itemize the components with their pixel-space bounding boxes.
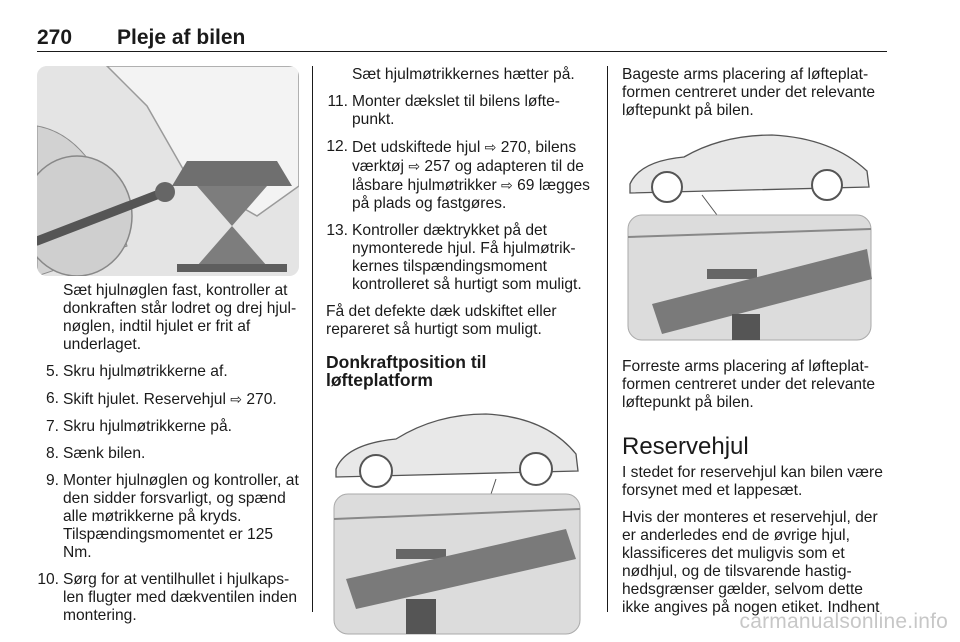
page-title: Pleje af bilen [117,26,246,49]
list-item: 7. Skru hjulmøtrikkerne på. [45,418,232,435]
front-lift-illustration [326,399,588,641]
ref-arrow-icon: ⇨ [408,158,421,174]
ref-arrow-icon: ⇨ [484,139,497,155]
ref-arrow-icon: ⇨ [501,177,513,193]
paragraph: Forreste arms placering af løfteplatformen centreret under det relevante løftepunkt på bilen. [622,358,876,411]
list-item: 12. Det udskiftede hjul ⇨ 270, bilens værktøj ⇨ 257 og adapteren til de låsbare hjulmøtrikker ⇨ 69 lægges på plads og fastgøres. [326,138,590,212]
list-item: 6. Skift hjulet. Reservehjul ⇨ 270. [45,390,277,408]
list-item: 13. Kontroller dæktrykket på det nymonterede hjul. Få hjulmøtrikkernes tilspændingsmoment kontrolleret så hurtigt som muligt. [326,222,582,293]
page-number: 270 [37,26,73,49]
column-divider [312,66,313,612]
paragraph: Hvis der monteres et reservehjul, der er anderledes end de øvrige hjul, klassificeres det muligvis som et nødhjul, og de tilsvarende hastighedsgrænser gælder, selvom dette ikke angives på nogen etiket. Indhent [622,509,880,616]
list-item: 5. Skru hjulmøtrikkerne af. [45,363,228,380]
list-item: 8. Sænk bilen. [45,445,146,462]
paragraph: Bageste arms placering af løfteplatformen centreret under det relevante løftepunkt på bilen. [622,66,876,119]
paragraph: I stedet for reservehjul kan bilen være forsynet med et lappesæt. [622,464,883,499]
paragraph: Få det defekte dæk udskiftet eller repareret så hurtigt som muligt. [326,303,557,338]
list-item: 11. Monter dækslet til bilens løftepunkt. [327,93,560,128]
jack-illustration [37,66,299,276]
rear-lift-illustration [622,129,877,344]
column-middle [326,66,594,641]
column-divider [607,66,608,612]
figure-caption: Sæt hjulnøglen fast, kontroller at donkraften står lodret og drej hjulnøglen, indtil hjulet er frit af underlaget. [63,282,297,353]
column-right [622,66,887,626]
step-intro: Sæt hjulmøtrikkernes hætter på. [352,66,575,83]
column-left [37,66,299,634]
section-heading: Donkraftposition til løfteplatform [326,352,487,390]
page-header [37,22,887,52]
list-item: 10. Sørg for at ventilhullet i hjulkapslen flugter med dækventilen inden montering. [37,571,298,624]
ref-arrow-icon: ⇨ [230,391,243,407]
section-heading: Reservehjul [622,433,749,460]
steps-list [37,363,299,625]
watermark: carmanualsonline.info [739,610,948,633]
list-item: 9. Monter hjulnøglen og kontroller, at den sidder forsvarligt, og spænd alle møtrikkerne på kryds. Tilspændingsmomentet er 125 Nm. [45,472,299,561]
steps-list [326,93,594,294]
